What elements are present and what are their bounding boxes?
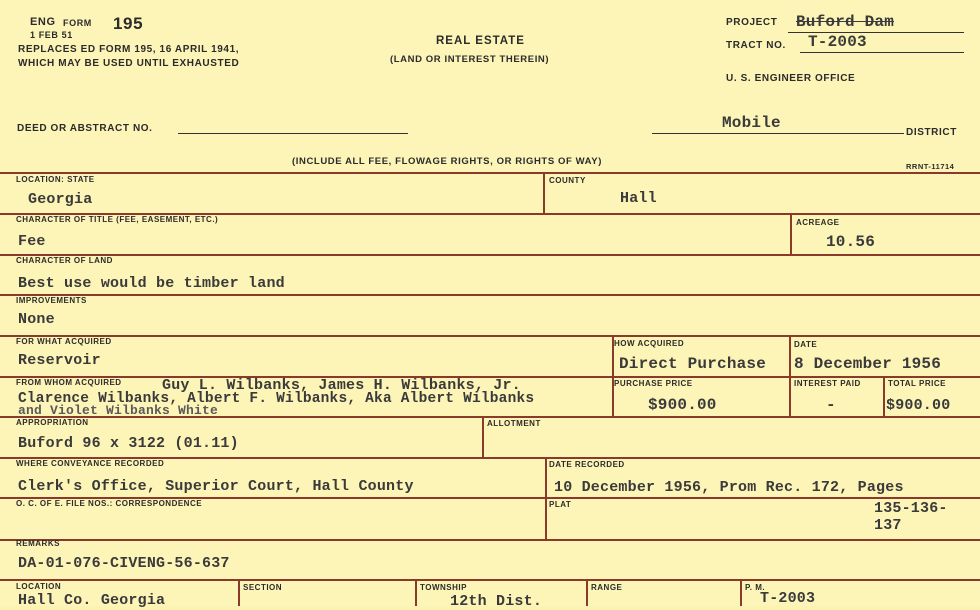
character-land-value: Best use would be timber land [18, 275, 285, 292]
tract-value: T-2003 [808, 33, 867, 51]
improvements-value: None [18, 311, 55, 328]
deed-underline [178, 133, 408, 134]
acreage-label: ACREAGE [796, 218, 840, 227]
tract-label: TRACT NO. [726, 40, 786, 51]
for-what-label: FOR WHAT ACQUIRED [16, 337, 112, 346]
rule [789, 335, 791, 416]
include-note: (INCLUDE ALL FEE, FLOWAGE RIGHTS, OR RIGHTS OF WAY) [292, 156, 602, 167]
date-value: 8 December 1956 [794, 355, 942, 373]
remarks-label: REMARKS [16, 539, 60, 548]
form-subtitle: (LAND OR INTEREST THEREIN) [390, 54, 550, 65]
rule [740, 579, 742, 606]
form-date: 1 FEB 51 [30, 30, 73, 40]
rule [790, 213, 792, 254]
where-recorded-value: Clerk's Office, Superior Court, Hall County [18, 478, 414, 495]
deed-label: DEED OR ABSTRACT NO. [17, 123, 153, 134]
plat-label: PLAT [549, 500, 572, 509]
for-what-value: Reservoir [18, 352, 101, 369]
county-value: Hall [620, 190, 657, 207]
district-value: Mobile [722, 114, 781, 132]
acreage-value: 10.56 [826, 233, 876, 251]
appropriation-value: Buford 96 x 3122 (01.11) [18, 435, 239, 452]
purchase-price-value: $900.00 [648, 396, 717, 414]
rule [0, 579, 980, 581]
character-title-label: CHARACTER OF TITLE (FEE, EASEMENT, ETC.) [16, 215, 219, 224]
form-title: REAL ESTATE [436, 35, 525, 47]
location-state-label: LOCATION: STATE [16, 175, 95, 184]
district-underline [652, 133, 904, 134]
project-value: Buford Dam [796, 13, 895, 31]
rule [0, 172, 980, 174]
from-whom-line1: Guy L. Wilbanks, James H. Wilbanks, Jr. [162, 377, 521, 394]
purchase-price-label: PURCHASE PRICE [614, 379, 693, 388]
county-label: COUNTY [549, 176, 586, 185]
form-code: RRNT-11714 [906, 162, 955, 171]
rule [0, 539, 980, 541]
range-label: RANGE [591, 583, 623, 592]
oce-label: O. C. OF E. FILE NOS.: CORRESPONDENCE [16, 499, 203, 508]
township-value: 12th Dist. [450, 593, 543, 610]
replaces-line2: WHICH MAY BE USED UNTIL EXHAUSTED [18, 58, 240, 69]
total-price-label: TOTAL PRICE [888, 379, 946, 388]
date-recorded-label: DATE RECORDED [549, 460, 625, 469]
form-word: FORM [63, 18, 92, 28]
location-state-value: Georgia [28, 191, 93, 208]
how-acquired-label: HOW ACQUIRED [614, 339, 685, 348]
character-land-label: CHARACTER OF LAND [16, 256, 113, 265]
how-acquired-value: Direct Purchase [619, 355, 767, 373]
where-recorded-label: WHERE CONVEYANCE RECORDED [16, 459, 165, 468]
improvements-label: IMPROVEMENTS [16, 296, 87, 305]
pm-value: T-2003 [760, 590, 816, 607]
rule [415, 579, 417, 606]
appropriation-label: APPROPRIATION [16, 418, 89, 427]
form-prefix: ENG [30, 16, 56, 28]
interest-paid-value: - [826, 396, 836, 414]
from-whom-label: FROM WHOM ACQUIRED [16, 378, 122, 387]
interest-paid-label: INTEREST PAID [794, 379, 861, 388]
total-price-value: $900.00 [886, 397, 951, 414]
tract-underline [800, 52, 964, 53]
pm-label: P. M. [745, 583, 766, 592]
district-label: DISTRICT [906, 127, 957, 138]
rule [545, 457, 547, 539]
character-title-value: Fee [18, 233, 46, 250]
replaces-line1: REPLACES ED FORM 195, 16 APRIL 1941, [18, 44, 240, 55]
remarks-value: DA-01-076-CIVENG-56-637 [18, 555, 230, 572]
date-recorded-value: 10 December 1956, Prom Rec. 172, Pages [554, 479, 904, 496]
rule [543, 172, 545, 213]
date-label: DATE [794, 340, 818, 349]
location-value: Hall Co. Georgia [18, 592, 166, 609]
rule [0, 254, 980, 256]
rule [238, 579, 240, 606]
location-label: LOCATION [16, 582, 62, 591]
rule [0, 335, 980, 337]
form-number: 195 [113, 14, 144, 33]
rule [482, 416, 484, 457]
section-label: SECTION [243, 583, 283, 592]
pages-line2: 135-136- [874, 500, 948, 517]
from-whom-line3: and Violet Wilbanks White [18, 403, 219, 418]
allotment-label: ALLOTMENT [487, 419, 541, 428]
from-whom-line2: Clarence Wilbanks, Albert F. Wilbanks, Aka Albert Wilbanks [18, 391, 535, 407]
office-label: U. S. ENGINEER OFFICE [726, 73, 856, 84]
rule [883, 376, 885, 416]
pages-line3: 137 [874, 517, 902, 534]
rule [586, 579, 588, 606]
township-label: TOWNSHIP [420, 583, 467, 592]
rule [0, 294, 980, 296]
project-label: PROJECT [726, 17, 778, 28]
